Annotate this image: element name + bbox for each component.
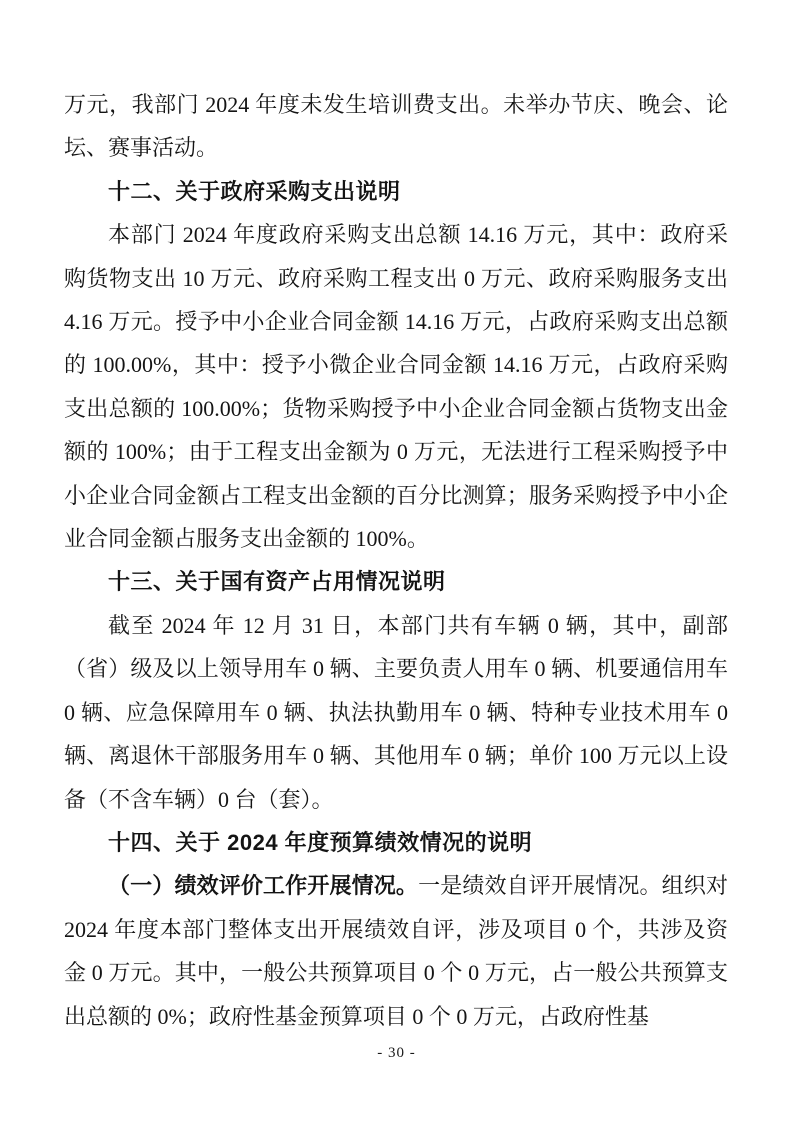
section-14-paragraph-lead: （一）绩效评价工作开展情况。 xyxy=(108,873,419,899)
section-14-paragraph xyxy=(64,864,728,1038)
section-14-paragraph-rest: 一是绩效自评开展情况。组织对 2024 年度本部门整体支出开展绩效自评，涉及项目 0 个，共涉及资金 0 万元。其中，一般公共预算项目 0 个 0 万元，占一般公共预算支出总额的 0%；政府性基金预算项目 0 个 0 万元，占政府性基 xyxy=(64,873,728,1029)
continuation-paragraph: 万元，我部门 2024 年度未发生培训费支出。未举办节庆、晚会、论坛、赛事活动。 xyxy=(64,92,728,161)
section-12-paragraph: 本部门 2024 年度政府采购支出总额 14.16 万元，其中：政府采购货物支出 10 万元、政府采购工程支出 0 万元、政府采购服务支出 4.16 万元。授予中小企业合同金额 14.16 万元，占政府采购支出总额的 100.00%，其中：授予小微企业合同金额 14.16 万元，占政府采购支出总额的 100.00%；货物采购授予中小企业合同金额占货物支出金额的 100%；由于工程支出金额为 0 万元，无法进行工程采购授予中小企业合同金额占工程支出金额的百分比测算；服务采购授予中小企业合同金额占服务支出金额的 100%。 xyxy=(64,222,729,552)
page-number: - 30 - xyxy=(377,1045,416,1061)
section-13-paragraph: 截至 2024 年 12 月 31 日，本部门共有车辆 0 辆，其中，副部（省）级及以上领导用车 0 辆、主要负责人用车 0 辆、机要通信用车 0 辆、应急保障用车 0 辆、执法执勤用车 0 辆、特种专业技术用车 0 辆、离退休干部服务用车 0 辆、其他用车 0 辆；单价 100 万元以上设备（不含车辆）0 台（套）。 xyxy=(64,612,728,812)
section-12-heading: 十二、关于政府采购支出说明 xyxy=(108,178,401,204)
section-14-heading: 十四、关于 2024 年度预算绩效情况的说明 xyxy=(108,829,533,855)
page-content xyxy=(64,83,728,1038)
section-13-heading: 十三、关于国有资产占用情况说明 xyxy=(108,569,446,595)
